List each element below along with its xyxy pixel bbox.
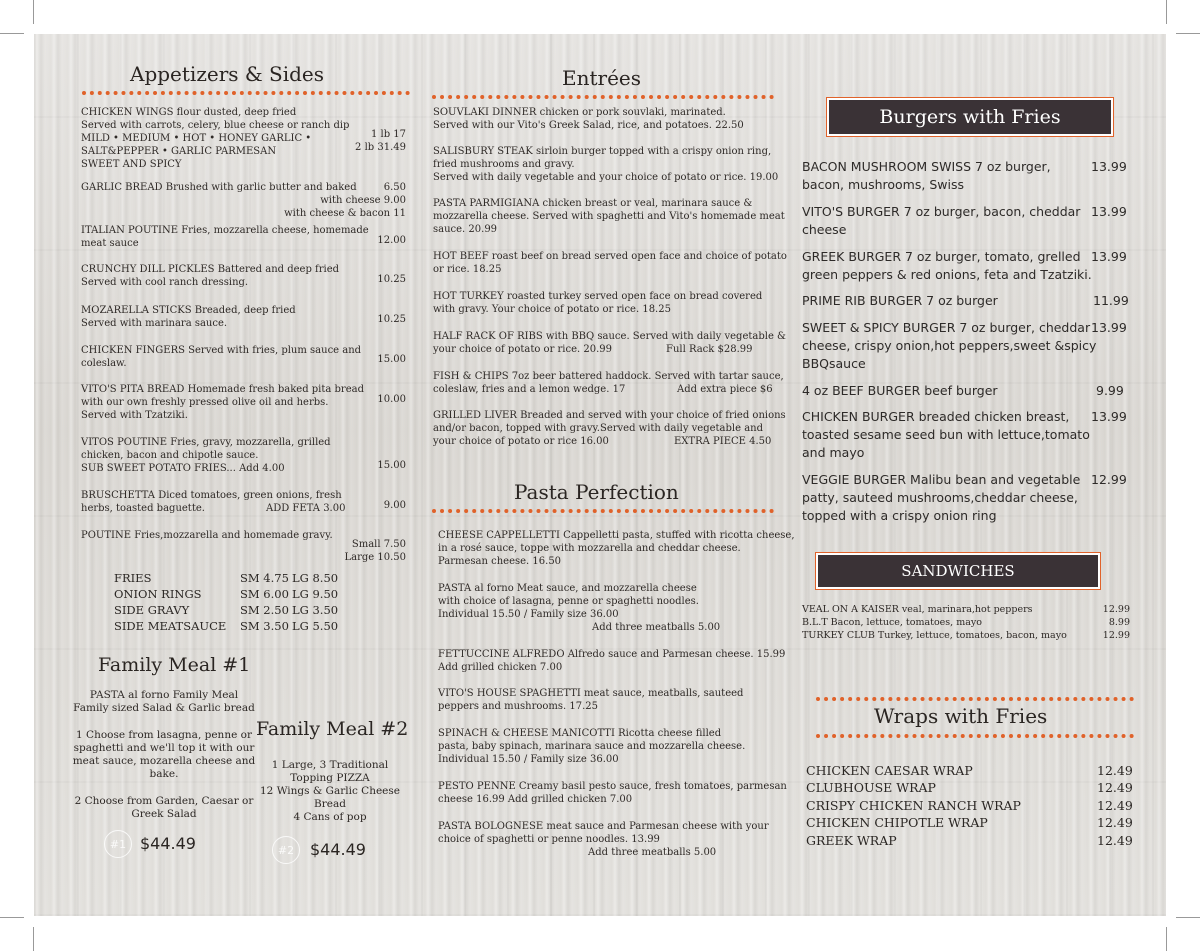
burger-price: 9.99 <box>1096 383 1124 398</box>
pasta-line: Parmesan cheese. 16.50 <box>438 556 562 567</box>
appetizer-price: Large 10.50 <box>344 552 406 563</box>
burger-line: cheese, crispy onion,hot peppers,sweet &spicy <box>802 338 1097 353</box>
burger-line: BBQsauce <box>802 356 866 371</box>
side-name: FRIES <box>114 571 152 585</box>
burger-line: toasted sesame seed bun with lettuce,tomato <box>802 427 1090 442</box>
entree-line: with gravy. Your choice of potato or rice. 18.25 <box>433 304 671 315</box>
burger-price: 13.99 <box>1091 320 1127 335</box>
pasta-line: PESTO PENNE Creamy basil pesto sauce, fresh tomatoes, parmesan <box>438 781 787 792</box>
pasta-line: cheese 16.99 Add grilled chicken 7.00 <box>438 794 633 805</box>
pasta-title: Pasta Perfection <box>514 480 679 504</box>
wrap-price: 12.49 <box>1097 833 1133 848</box>
burger-line: topped with a crispy onion ring <box>802 508 997 523</box>
appetizer-line: VITO'S PITA BREAD Homemade fresh baked pita bread <box>81 384 364 395</box>
entree-line: and/or bacon, topped with gravy.Served with daily vegetable and <box>433 423 764 434</box>
sandwich-name: TURKEY CLUB Turkey, lettuce, tomatoes, bacon, mayo <box>802 630 1067 641</box>
wrap-name: GREEK WRAP <box>806 833 897 848</box>
entree-line: coleslaw, fries and a lemon wedge. 17 <box>433 384 626 395</box>
sandwich-price: 12.99 <box>1102 630 1130 641</box>
family-meal-1-line: 2 Choose from Garden, Caesar or <box>74 795 254 807</box>
appetizer-price: Small 7.50 <box>351 539 406 550</box>
appetizer-price: ADD FETA 3.00 <box>266 503 346 514</box>
family-meal-1-line: meat sauce, mozarella cheese and <box>72 755 256 767</box>
appetizer-line: CHICKEN WINGS flour dusted, deep fried <box>81 107 297 118</box>
sandwiches-banner <box>818 555 1098 587</box>
family-meal-2-title: Family Meal #2 <box>256 718 409 740</box>
appetizer-line: SWEET AND SPICY <box>81 159 182 170</box>
appetizer-line: ITALIAN POUTINE Fries, mozzarella cheese, homemade <box>81 225 369 236</box>
side-name: ONION RINGS <box>114 587 202 601</box>
appetizer-price: 10.25 <box>377 314 406 325</box>
appetizer-price: 10.25 <box>377 274 406 285</box>
wrap-price: 12.49 <box>1097 815 1133 830</box>
burgers-banner <box>829 100 1111 134</box>
family-meal-1-line: 1 Choose from lasagna, penne or <box>76 729 252 741</box>
appetizer-line: SUB SWEET POTATO FRIES... Add 4.00 <box>81 463 285 474</box>
sandwich-name: VEAL ON A KAISER veal, marinara,hot peppers <box>802 604 1033 615</box>
family-meal-1-line: Greek Salad <box>131 808 197 820</box>
appetizer-line: SALT&PEPPER • GARLIC PARMESAN <box>81 146 277 157</box>
appetizers-title: Appetizers & Sides <box>130 62 325 86</box>
appetizer-line: POUTINE Fries,mozzarella and homemade gravy. <box>81 530 333 541</box>
pasta-divider <box>432 509 774 513</box>
entree-line: HALF RACK OF RIBS with BBQ sauce. Served with daily vegetable & <box>433 331 786 342</box>
pasta-line: VITO'S HOUSE SPAGHETTI meat sauce, meatballs, sauteed <box>438 688 744 699</box>
burgers-title: Burgers with Fries <box>879 106 1061 128</box>
burger-price: 13.99 <box>1091 159 1127 174</box>
appetizer-price: 15.00 <box>377 354 406 365</box>
appetizer-price: with cheese 9.00 <box>320 195 406 206</box>
wraps-divider-bottom <box>816 734 1134 738</box>
appetizer-price: 15.00 <box>377 460 406 471</box>
appetizer-price: 1 lb 17 <box>370 129 406 140</box>
entrees-divider <box>432 95 774 99</box>
entree-line: fried mushrooms and gravy. <box>433 159 575 170</box>
entree-price: Full Rack $28.99 <box>666 344 753 355</box>
burger-line: SWEET & SPICY BURGER 7 oz burger, cheddar <box>802 320 1091 335</box>
pasta-line: Individual 15.50 / Family size 36.00 <box>438 609 619 620</box>
wrap-price: 12.49 <box>1097 798 1133 813</box>
family-meal-2-line: Bread <box>314 798 346 810</box>
pasta-line: Add three meatballs 5.00 <box>592 622 721 633</box>
entree-price: EXTRA PIECE 4.50 <box>674 436 772 447</box>
sandwich-name: B.L.T Bacon, lettuce, tomatoes, mayo <box>802 617 982 628</box>
burger-line: VITO'S BURGER 7 oz burger, bacon, cheddar <box>802 204 1081 219</box>
sandwiches-title: SANDWICHES <box>901 562 1015 580</box>
entree-line: or rice. 18.25 <box>433 264 502 275</box>
family-meal-1-badge: #1 <box>104 830 132 858</box>
appetizer-price: 12.00 <box>377 235 406 246</box>
burger-price: 13.99 <box>1091 204 1127 219</box>
burger-price: 12.99 <box>1091 472 1127 487</box>
side-sm: SM 2.50 <box>240 603 289 617</box>
wrap-price: 12.49 <box>1097 763 1133 778</box>
appetizer-line: GARLIC BREAD Brushed with garlic butter and baked <box>81 182 357 193</box>
sandwich-price: 12.99 <box>1102 604 1130 615</box>
burger-line: PRIME RIB BURGER 7 oz burger <box>802 293 998 308</box>
entree-line: your choice of potato or rice. 20.99 <box>433 344 613 355</box>
side-lg: LG 8.50 <box>292 571 339 585</box>
appetizer-line: MILD • MEDIUM • HOT • HONEY GARLIC • <box>81 133 312 144</box>
appetizer-line: VITOS POUTINE Fries, gravy, mozzarella, grilled <box>81 437 331 448</box>
appetizer-line: Served with Tzatziki. <box>81 410 188 421</box>
appetizer-line: MOZARELLA STICKS Breaded, deep fried <box>81 305 296 316</box>
burger-line: cheese <box>802 222 847 237</box>
side-lg: LG 9.50 <box>292 587 339 601</box>
pasta-line: with choice of lasagna, penne or spaghetti noodles. <box>438 596 699 607</box>
entree-line: FISH & CHIPS 7oz beer battered haddock. Served with tartar sauce, <box>433 371 784 382</box>
entree-line: PASTA PARMIGIANA chicken breast or veal, marinara sauce & <box>433 198 753 209</box>
appetizer-line: Served with cool ranch dressing. <box>81 277 249 288</box>
wrap-name: CHICKEN CAESAR WRAP <box>806 763 973 778</box>
appetizer-line: CHICKEN FINGERS Served with fries, plum sauce and <box>81 345 362 356</box>
pasta-line: PASTA al forno Meat sauce, and mozzarella cheese <box>438 583 697 594</box>
pasta-line: Individual 15.50 / Family size 36.00 <box>438 754 619 765</box>
appetizer-line: Served with carrots, celery, blue cheese or ranch dip <box>81 120 350 131</box>
pasta-line: Add grilled chicken 7.00 <box>438 662 563 673</box>
appetizer-line: coleslaw. <box>81 358 127 369</box>
appetizer-line: with our own freshly pressed olive oil and herbs. <box>81 397 329 408</box>
burger-line: VEGGIE BURGER Malibu bean and vegetable <box>802 472 1081 487</box>
pasta-line: CHEESE CAPPELLETTI Cappelletti pasta, stuffed with ricotta cheese, <box>438 530 795 541</box>
side-sm: SM 3.50 <box>240 619 289 633</box>
burger-line: green peppers & red onions, feta and Tzatziki. <box>802 267 1092 282</box>
appetizer-line: BRUSCHETTA Diced tomatoes, green onions, fresh <box>81 490 342 501</box>
side-lg: LG 3.50 <box>292 603 339 617</box>
family-meal-1-price: $44.49 <box>140 834 196 853</box>
pasta-line: pasta, baby spinach, marinara sauce and mozzarella cheese. <box>438 741 746 752</box>
side-lg: LG 5.50 <box>292 619 339 633</box>
family-meal-2-badge: #2 <box>272 836 300 864</box>
appetizer-price: 9.00 <box>383 500 406 511</box>
entree-line: HOT BEEF roast beef on bread served open face and choice of potato <box>433 251 787 262</box>
family-meal-2-price: $44.49 <box>310 840 366 859</box>
wrap-name: CRISPY CHICKEN RANCH WRAP <box>806 798 1021 813</box>
side-name: SIDE MEATSAUCE <box>114 619 227 633</box>
entree-line: mozzarella cheese. Served with spaghetti and Vito's homemade meat <box>433 211 785 222</box>
entree-line: Served with daily vegetable and your choice of potato or rice. 19.00 <box>433 172 779 183</box>
menu-panel <box>34 34 1166 916</box>
family-meal-1-line: bake. <box>149 768 179 780</box>
burger-price: 13.99 <box>1091 409 1127 424</box>
burger-line: BACON MUSHROOM SWISS 7 oz burger, <box>802 159 1051 174</box>
entree-line: your choice of potato or rice 16.00 <box>433 436 609 447</box>
entree-line: sauce. 20.99 <box>433 224 498 235</box>
wrap-price: 12.49 <box>1097 780 1133 795</box>
family-meal-1-line: Family sized Salad & Garlic bread <box>73 702 255 714</box>
burger-price: 13.99 <box>1091 249 1127 264</box>
pasta-line: FETTUCCINE ALFREDO Alfredo sauce and Parmesan cheese. 15.99 <box>438 649 786 660</box>
appetizer-line: meat sauce <box>81 238 139 249</box>
wrap-name: CLUBHOUSE WRAP <box>806 780 936 795</box>
burger-line: bacon, mushrooms, Swiss <box>802 177 964 192</box>
pasta-line: in a rosé sauce, toppe with mozzarella and cheddar cheese. <box>438 543 741 554</box>
side-sm: SM 6.00 <box>240 587 289 601</box>
burger-line: CHICKEN BURGER breaded chicken breast, <box>802 409 1070 424</box>
entree-line: Served with our Vito's Greek Salad, rice, and potatoes. 22.50 <box>433 120 744 131</box>
appetizer-line: chicken, bacon and chipotle sauce. <box>81 450 259 461</box>
entree-line: SOUVLAKI DINNER chicken or pork souvlaki, marinated. <box>433 107 726 118</box>
family-meal-2-line: 1 Large, 3 Traditional <box>271 759 389 771</box>
burger-line: GREEK BURGER 7 oz burger, tomato, grelled <box>802 249 1081 264</box>
appetizer-line: herbs, toasted baguette. <box>81 503 205 514</box>
sandwich-price: 8.99 <box>1108 617 1130 628</box>
burger-price: 11.99 <box>1093 293 1129 308</box>
appetizer-line: CRUNCHY DILL PICKLES Battered and deep fried <box>81 264 340 275</box>
pasta-line: choice of spaghetti or penne noodles. 13.99 <box>438 834 660 845</box>
pasta-line: PASTA BOLOGNESE meat sauce and Parmesan cheese with your <box>438 821 769 832</box>
family-meal-2-line: 12 Wings & Garlic Cheese <box>260 785 400 797</box>
burger-line: patty, sauteed mushrooms,cheddar cheese, <box>802 490 1078 505</box>
side-name: SIDE GRAVY <box>114 603 190 617</box>
wrap-name: CHICKEN CHIPOTLE WRAP <box>806 815 988 830</box>
wraps-divider-top <box>816 697 1134 701</box>
appetizer-line: Served with marinara sauce. <box>81 318 228 329</box>
family-meal-2-line: 4 Cans of pop <box>293 811 367 823</box>
appetizers-divider <box>82 91 410 95</box>
entree-line: HOT TURKEY roasted turkey served open face on bread covered <box>433 291 763 302</box>
pasta-line: SPINACH & CHEESE MANICOTTI Ricotta cheese filled <box>438 728 722 739</box>
family-meal-2-line: Topping PIZZA <box>290 772 370 784</box>
appetizer-price: 6.50 <box>383 182 406 193</box>
appetizer-price: 2 lb 31.49 <box>355 142 406 153</box>
pasta-line: Add three meatballs 5.00 <box>588 847 717 858</box>
wraps-title: Wraps with Fries <box>874 704 1048 728</box>
entree-price: Add extra piece $6 <box>677 384 773 395</box>
entrees-title: Entrées <box>562 66 642 90</box>
appetizer-price: 10.00 <box>377 394 406 405</box>
family-meal-1-title: Family Meal #1 <box>98 654 251 676</box>
pasta-line: peppers and mushrooms. 17.25 <box>438 701 599 712</box>
entree-line: GRILLED LIVER Breaded and served with your choice of fried onions <box>433 410 786 421</box>
burger-line: 4 oz BEEF BURGER beef burger <box>802 383 998 398</box>
side-sm: SM 4.75 <box>240 571 289 585</box>
family-meal-1-line: PASTA al forno Family Meal <box>89 689 239 701</box>
family-meal-1-line: spaghetti and we'll top it with our <box>73 742 255 754</box>
appetizer-price: with cheese & bacon 11 <box>284 208 406 219</box>
burger-line: and mayo <box>802 445 865 460</box>
entree-line: SALISBURY STEAK sirloin burger topped with a crispy onion ring, <box>433 146 772 157</box>
